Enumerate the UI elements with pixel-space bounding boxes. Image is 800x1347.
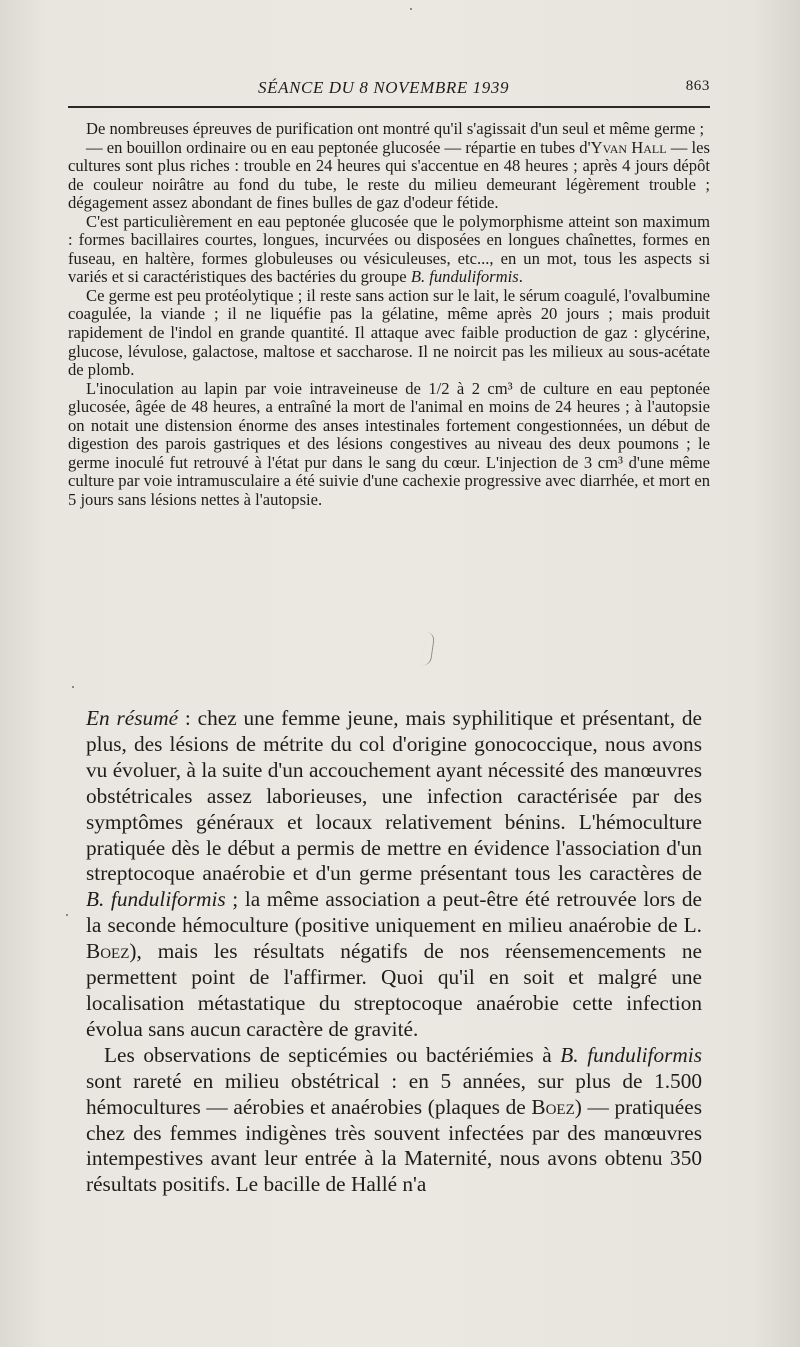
paper-speck xyxy=(410,8,412,10)
header-title: SÉANCE DU 8 NOVEMBRE 1939 xyxy=(258,78,510,97)
header-rule xyxy=(68,106,710,108)
author-name-yvan-hall: Yvan Hall xyxy=(590,137,667,157)
text-block-small-print xyxy=(68,120,710,509)
running-header xyxy=(68,78,710,102)
text-block-summary xyxy=(86,706,702,1198)
author-name-boez: Boez xyxy=(86,939,130,964)
page-number: 863 xyxy=(685,78,710,94)
author-name-boez: Boez xyxy=(531,1094,575,1119)
species-name: B. funduliformis xyxy=(560,1042,702,1067)
paragraph-observations: Les observations de septicémies ou bactériémies à B. funduliformis sont rareté en milieu obstétrical : en 5 années, sur plus de 1.500 hémocultures — aérobies et anaérobies (plaques de Boez) — pratiquées chez des femmes indigènes très souvent infectées par des manœuvres intempestives avant leur entrée à la Maternité, nous avons obtenu 350 résultats positifs. Le bacille de Hallé n'a xyxy=(86,1042,703,1197)
paragraph-bouillon-culture: — en bouillon ordinaire ou en eau peptonée glucosée — répartie en tubes d'Yvan Hall — les cultures sont plus riches : trouble en 24 heures qui s'accentue en 48 heures ; après 4 jours dépôt de couleur noirâtre au fond du tube, le reste du milieu demeurant légèrement trouble ; dégagement assez abondant de fines bulles de gaz d'odeur fétide. xyxy=(68,137,710,213)
paper-speck xyxy=(66,914,68,916)
summary-lead: En résumé xyxy=(86,706,179,730)
pencil-mark xyxy=(422,632,436,667)
paragraph-summary: En résumé : chez une femme jeune, mais syphilitique et présentant, de plus, des lésions de métrite du col d'origine gonococcique, nous avons vu évoluer, à la suite d'un accouchement ayant nécessité des manœuvres obstétricales assez laborieuses, une infection caractérisée par des symptômes généraux et locaux relativement bénins. L'hémoculture pratiquée dès le début a permis de mettre en évidence l'association d'un streptocoque anaérobie et d'un germe présentant tous les caractères de B. funduliformis ; la même association a peut-être été retrouvée lors de la seconde hémoculture (positive uniquement en milieu anaérobie de L. Boez), mais les résultats négatifs de nos réensemencements ne permettent point de l'affirmer. Quoi qu'il en soit et malgré une localisation métastatique du streptocoque anaérobie cette infection évolua sans aucun caractère de gravité. xyxy=(86,706,702,1041)
species-name: B. funduliformis xyxy=(410,267,519,287)
paragraph-proteolysis: Ce germe est peu protéolytique ; il reste sans action sur le lait, le sérum coagulé, l'ovalbumine coagulée, la viande ; il ne liquéfie pas la gélatine, même après 20 jours ; mais produit rapidement de l'indol en grande quantité. Il attaque avec faible production de gaz : glycérine, glucose, lévulose, galactose, maltose et saccharose. Il ne noircit pas les milieux au sous-acétate de plomb. xyxy=(68,285,710,380)
paragraph-polymorphism: C'est particulièrement en eau peptonée glucosée que le polymorphisme atteint son maximum : formes bacillaires courtes, longues, incurvées ou disposées en longues chaînettes, formes en fuseau, en haltère, formes globuleuses ou vésiculeuses, etc..., en un mot, tous les aspects si variés et si caractéristiques des bactéries du groupe B. funduliformis. xyxy=(68,211,710,287)
paper-speck xyxy=(72,686,74,688)
paragraph-purification: De nombreuses épreuves de purification ont montré qu'il s'agissait d'un seul et même germe ; xyxy=(86,119,705,138)
paragraph-inoculation: L'inoculation au lapin par voie intraveineuse de 1/2 à 2 cm³ de culture en eau peptonée glucosée, âgée de 48 heures, a entraîné la mort de l'animal en moins de 24 heures ; à l'autopsie on notait une distension énorme des anses intestinales fortement congestionnées, un début de digestion des parois gastriques et des lésions congestives au niveau des deux poumons ; le germe inoculé fut retrouvé à l'état pur dans le sang du cœur. L'injection de 3 cm³ d'une même culture par voie intramusculaire a été suivie d'une cachexie progressive avec diarrhée, et mort en 5 jours sans lésions nettes à l'autopsie. xyxy=(68,378,710,509)
species-name: B. funduliformis xyxy=(86,887,226,912)
